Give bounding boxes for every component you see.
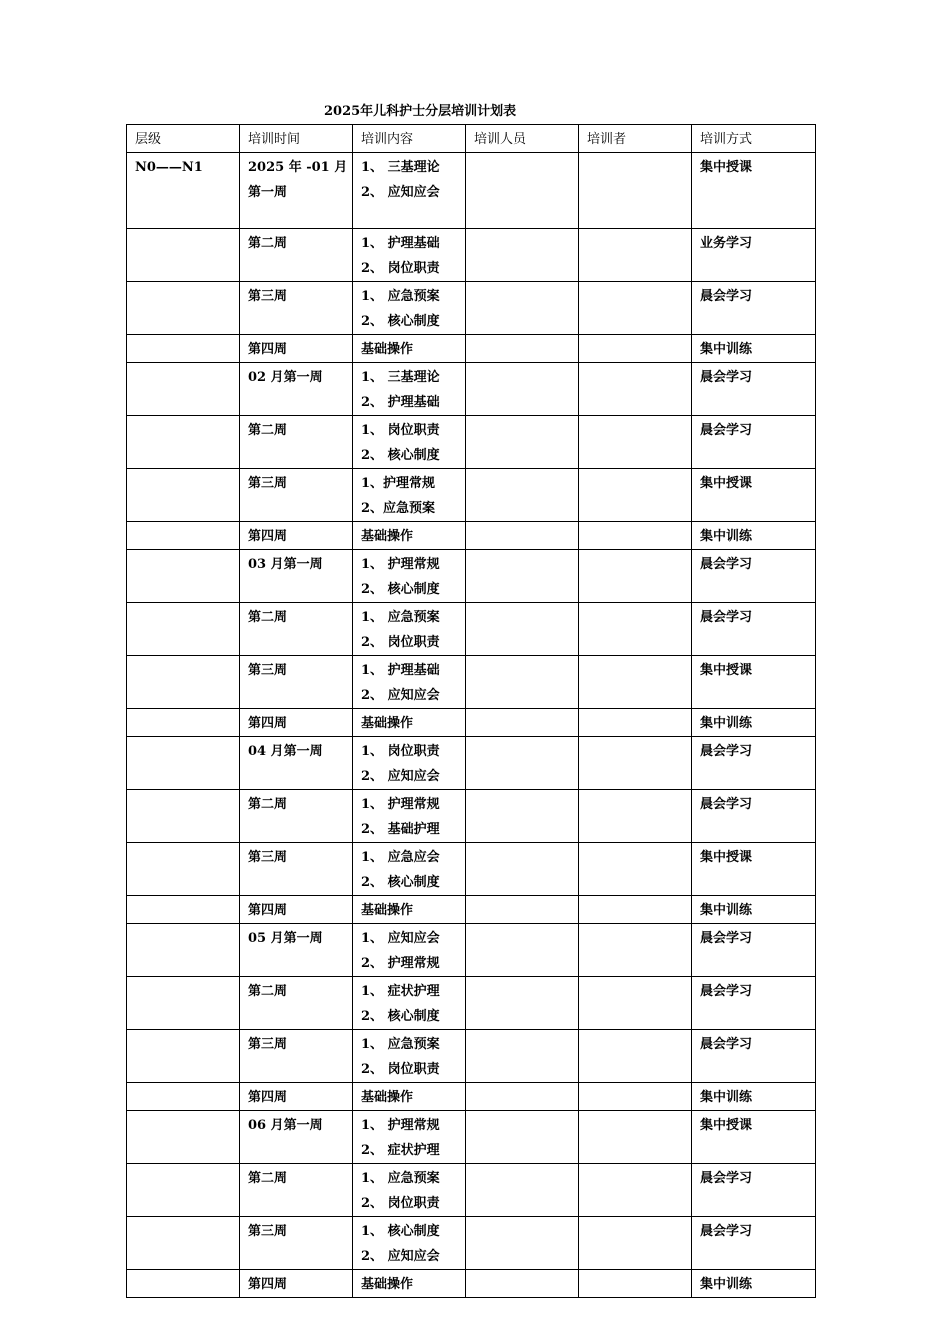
header-level: 层级	[127, 125, 240, 153]
cell-content	[353, 737, 466, 790]
cell-time	[240, 709, 353, 737]
cell-time-line: 第一周	[248, 185, 288, 200]
cell-level	[127, 522, 240, 550]
cell-trainer	[579, 550, 692, 603]
cell-staff	[466, 153, 579, 229]
cell-level	[127, 977, 240, 1030]
cell-time	[240, 843, 353, 896]
cell-trainer	[579, 603, 692, 656]
cell-content-line: 1、 应急预案	[361, 1037, 440, 1052]
cell-content	[353, 153, 466, 229]
cell-content	[353, 416, 466, 469]
cell-time	[240, 363, 353, 416]
cell-content-line: 基础操作	[361, 1090, 414, 1105]
cell-time-line: 第四周	[248, 903, 288, 918]
table-row	[127, 522, 816, 550]
cell-staff	[466, 1270, 579, 1298]
cell-trainer	[579, 737, 692, 790]
table-row	[127, 469, 816, 522]
cell-time	[240, 1030, 353, 1083]
cell-staff	[466, 924, 579, 977]
table-header-row	[127, 125, 816, 153]
cell-level	[127, 1083, 240, 1111]
cell-method: 集中授课	[692, 469, 816, 522]
table-row	[127, 153, 816, 229]
cell-time	[240, 977, 353, 1030]
cell-content-line: 1、 护理常规	[361, 1118, 440, 1133]
cell-staff	[466, 335, 579, 363]
cell-time	[240, 1164, 353, 1217]
cell-trainer	[579, 656, 692, 709]
cell-content	[353, 229, 466, 282]
table-row	[127, 603, 816, 656]
cell-method: 晨会学习	[692, 790, 816, 843]
cell-method: 集中训练	[692, 335, 816, 363]
cell-level	[127, 790, 240, 843]
cell-content-line: 2、 护理常规	[361, 956, 440, 971]
header-method: 培训方式	[692, 125, 816, 153]
cell-method: 晨会学习	[692, 282, 816, 335]
cell-content-line: 2、 岗位职责	[361, 635, 440, 650]
cell-trainer	[579, 1217, 692, 1270]
cell-staff	[466, 1217, 579, 1270]
cell-content	[353, 550, 466, 603]
cell-level	[127, 1217, 240, 1270]
cell-time	[240, 603, 353, 656]
cell-level	[127, 416, 240, 469]
cell-content-line: 2、 岗位职责	[361, 261, 440, 276]
cell-content-line: 2、 应知应会	[361, 1249, 440, 1264]
cell-level	[127, 1030, 240, 1083]
cell-time	[240, 924, 353, 977]
table-row	[127, 1270, 816, 1298]
cell-content	[353, 709, 466, 737]
cell-method: 晨会学习	[692, 1030, 816, 1083]
cell-time-line: 02 月第一周	[248, 370, 323, 385]
table-row	[127, 896, 816, 924]
cell-staff	[466, 522, 579, 550]
cell-content-line: 1、 三基理论	[361, 370, 440, 385]
cell-content-line: 2、 核心制度	[361, 314, 440, 329]
cell-time	[240, 335, 353, 363]
cell-method: 集中训练	[692, 522, 816, 550]
cell-level	[127, 709, 240, 737]
cell-level	[127, 469, 240, 522]
cell-content-line: 1、 岗位职责	[361, 423, 440, 438]
cell-content-line: 1、 三基理论	[361, 160, 440, 175]
cell-staff	[466, 603, 579, 656]
cell-content	[353, 1217, 466, 1270]
table-row	[127, 1030, 816, 1083]
cell-level	[127, 282, 240, 335]
cell-content-line: 基础操作	[361, 903, 414, 918]
cell-staff	[466, 1111, 579, 1164]
cell-method: 集中授课	[692, 1111, 816, 1164]
cell-method: 晨会学习	[692, 1164, 816, 1217]
cell-staff	[466, 550, 579, 603]
cell-content-line: 2、 症状护理	[361, 1143, 440, 1158]
cell-content-line: 1、 应急应会	[361, 850, 440, 865]
cell-content-line: 2、 核心制度	[361, 1009, 440, 1024]
cell-content-line: 1、 症状护理	[361, 984, 440, 999]
cell-trainer	[579, 1030, 692, 1083]
cell-staff	[466, 282, 579, 335]
cell-method: 晨会学习	[692, 603, 816, 656]
cell-content-line: 2、应急预案	[361, 501, 436, 516]
cell-method: 晨会学习	[692, 737, 816, 790]
cell-method: 晨会学习	[692, 550, 816, 603]
table-row	[127, 1083, 816, 1111]
cell-method: 晨会学习	[692, 1217, 816, 1270]
cell-content-line: 1、 应急预案	[361, 1171, 440, 1186]
cell-method: 集中训练	[692, 709, 816, 737]
cell-content-line: 1、 核心制度	[361, 1224, 440, 1239]
cell-content-line: 1、 应急预案	[361, 610, 440, 625]
cell-time-line: 第四周	[248, 716, 288, 731]
cell-content	[353, 469, 466, 522]
cell-method: 集中训练	[692, 1083, 816, 1111]
cell-content-line: 2、 核心制度	[361, 582, 440, 597]
cell-content-line: 基础操作	[361, 1277, 414, 1292]
cell-time-line: 05 月第一周	[248, 931, 323, 946]
cell-content-line: 2、 应知应会	[361, 688, 440, 703]
table-row	[127, 229, 816, 282]
document-title: 2025年儿科护士分层培训计划表	[324, 104, 517, 119]
table-row	[127, 282, 816, 335]
cell-content	[353, 656, 466, 709]
cell-content-line: 1、 护理常规	[361, 797, 440, 812]
cell-staff	[466, 1083, 579, 1111]
cell-content-line: 1、 护理常规	[361, 557, 440, 572]
cell-level	[127, 363, 240, 416]
cell-trainer	[579, 229, 692, 282]
cell-method: 晨会学习	[692, 363, 816, 416]
cell-staff	[466, 977, 579, 1030]
cell-content-line: 1、 护理基础	[361, 236, 440, 251]
table-row	[127, 709, 816, 737]
cell-time-line: 第四周	[248, 1277, 288, 1292]
cell-method: 集中训练	[692, 896, 816, 924]
cell-trainer	[579, 709, 692, 737]
cell-trainer	[579, 1111, 692, 1164]
cell-method: 晨会学习	[692, 416, 816, 469]
cell-time	[240, 737, 353, 790]
cell-content-line: 2、 核心制度	[361, 875, 440, 890]
cell-content	[353, 924, 466, 977]
cell-method: 晨会学习	[692, 924, 816, 977]
cell-staff	[466, 1030, 579, 1083]
cell-level	[127, 1164, 240, 1217]
cell-content	[353, 790, 466, 843]
cell-time-line: 2025 年 -01 月	[248, 160, 348, 175]
cell-time-line: 04 月第一周	[248, 744, 323, 759]
cell-content-line: 基础操作	[361, 342, 414, 357]
cell-staff	[466, 896, 579, 924]
cell-method: 集中授课	[692, 656, 816, 709]
table-row	[127, 790, 816, 843]
cell-time-line: 第二周	[248, 797, 288, 812]
cell-time-line: 第四周	[248, 1090, 288, 1105]
cell-content	[353, 522, 466, 550]
cell-trainer	[579, 153, 692, 229]
cell-content	[353, 1030, 466, 1083]
table-row	[127, 977, 816, 1030]
cell-staff	[466, 1164, 579, 1217]
cell-content-line: 基础操作	[361, 529, 414, 544]
cell-time-line: 第三周	[248, 663, 288, 678]
cell-method: 晨会学习	[692, 977, 816, 1030]
cell-trainer	[579, 896, 692, 924]
cell-time-line: 第四周	[248, 529, 288, 544]
cell-content-line: 2、 护理基础	[361, 395, 440, 410]
cell-time-line: 第二周	[248, 1171, 288, 1186]
cell-trainer	[579, 363, 692, 416]
cell-trainer	[579, 790, 692, 843]
cell-time-line: 第二周	[248, 610, 288, 625]
cell-level: N0——N1	[127, 153, 240, 229]
cell-time-line: 第三周	[248, 850, 288, 865]
table-row	[127, 924, 816, 977]
table-row	[127, 416, 816, 469]
cell-staff	[466, 790, 579, 843]
cell-trainer	[579, 843, 692, 896]
cell-method: 业务学习	[692, 229, 816, 282]
cell-trainer	[579, 282, 692, 335]
cell-content-line: 2、 岗位职责	[361, 1196, 440, 1211]
cell-trainer	[579, 416, 692, 469]
cell-content	[353, 843, 466, 896]
cell-trainer	[579, 977, 692, 1030]
cell-time-line: 第二周	[248, 423, 288, 438]
header-staff: 培训人员	[466, 125, 579, 153]
cell-trainer	[579, 1164, 692, 1217]
table-row	[127, 335, 816, 363]
cell-time-line: 第三周	[248, 1037, 288, 1052]
cell-level	[127, 896, 240, 924]
table-row	[127, 843, 816, 896]
cell-content	[353, 1111, 466, 1164]
cell-method: 集中训练	[692, 1270, 816, 1298]
cell-content	[353, 977, 466, 1030]
cell-time	[240, 550, 353, 603]
cell-content	[353, 1083, 466, 1111]
cell-time	[240, 469, 353, 522]
cell-trainer	[579, 335, 692, 363]
cell-time	[240, 1083, 353, 1111]
cell-staff	[466, 656, 579, 709]
table-row	[127, 1164, 816, 1217]
cell-time	[240, 153, 353, 229]
cell-trainer	[579, 1270, 692, 1298]
cell-time	[240, 522, 353, 550]
cell-time-line: 第三周	[248, 476, 288, 491]
cell-level	[127, 229, 240, 282]
cell-level	[127, 843, 240, 896]
cell-level	[127, 656, 240, 709]
cell-content	[353, 896, 466, 924]
cell-level	[127, 924, 240, 977]
cell-time	[240, 282, 353, 335]
cell-staff	[466, 363, 579, 416]
cell-trainer	[579, 469, 692, 522]
cell-content-line: 1、 应急预案	[361, 289, 440, 304]
cell-content	[353, 1164, 466, 1217]
cell-level	[127, 550, 240, 603]
cell-level	[127, 737, 240, 790]
cell-content-line: 2、 应知应会	[361, 185, 440, 200]
cell-level	[127, 1270, 240, 1298]
table-row	[127, 363, 816, 416]
cell-time	[240, 1270, 353, 1298]
cell-content	[353, 363, 466, 416]
cell-content-line: 2、 应知应会	[361, 769, 440, 784]
cell-time-line: 第二周	[248, 236, 288, 251]
cell-content	[353, 335, 466, 363]
cell-level	[127, 335, 240, 363]
cell-content-line: 1、 护理基础	[361, 663, 440, 678]
header-trainer: 培训者	[579, 125, 692, 153]
cell-staff	[466, 709, 579, 737]
cell-method: 集中授课	[692, 153, 816, 229]
header-content: 培训内容	[353, 125, 466, 153]
cell-content	[353, 603, 466, 656]
cell-time-line: 第三周	[248, 1224, 288, 1239]
cell-method: 集中授课	[692, 843, 816, 896]
cell-time-line: 第四周	[248, 342, 288, 357]
cell-content	[353, 1270, 466, 1298]
cell-content-line: 2、 基础护理	[361, 822, 440, 837]
cell-content-line: 1、 岗位职责	[361, 744, 440, 759]
cell-content-line: 1、 应知应会	[361, 931, 440, 946]
cell-level	[127, 603, 240, 656]
cell-time	[240, 1111, 353, 1164]
cell-time-line: 第三周	[248, 289, 288, 304]
cell-time	[240, 790, 353, 843]
cell-trainer	[579, 924, 692, 977]
cell-time	[240, 896, 353, 924]
cell-staff	[466, 843, 579, 896]
cell-time	[240, 656, 353, 709]
table-row	[127, 737, 816, 790]
cell-content-line: 2、 岗位职责	[361, 1062, 440, 1077]
table-row	[127, 550, 816, 603]
cell-time-line: 第二周	[248, 984, 288, 999]
cell-time	[240, 1217, 353, 1270]
cell-level	[127, 1111, 240, 1164]
training-plan-table	[126, 124, 816, 1298]
cell-staff	[466, 416, 579, 469]
cell-time	[240, 229, 353, 282]
cell-content-line: 基础操作	[361, 716, 414, 731]
header-time: 培训时间	[240, 125, 353, 153]
cell-staff	[466, 737, 579, 790]
cell-trainer	[579, 522, 692, 550]
cell-staff	[466, 229, 579, 282]
cell-content	[353, 282, 466, 335]
cell-content-line: 1、护理常规	[361, 476, 436, 491]
cell-time-line: 03 月第一周	[248, 557, 323, 572]
cell-time	[240, 416, 353, 469]
cell-content-line: 2、 核心制度	[361, 448, 440, 463]
cell-trainer	[579, 1083, 692, 1111]
table-row	[127, 656, 816, 709]
table-row	[127, 1217, 816, 1270]
cell-time-line: 06 月第一周	[248, 1118, 323, 1133]
table-row	[127, 1111, 816, 1164]
cell-staff	[466, 469, 579, 522]
